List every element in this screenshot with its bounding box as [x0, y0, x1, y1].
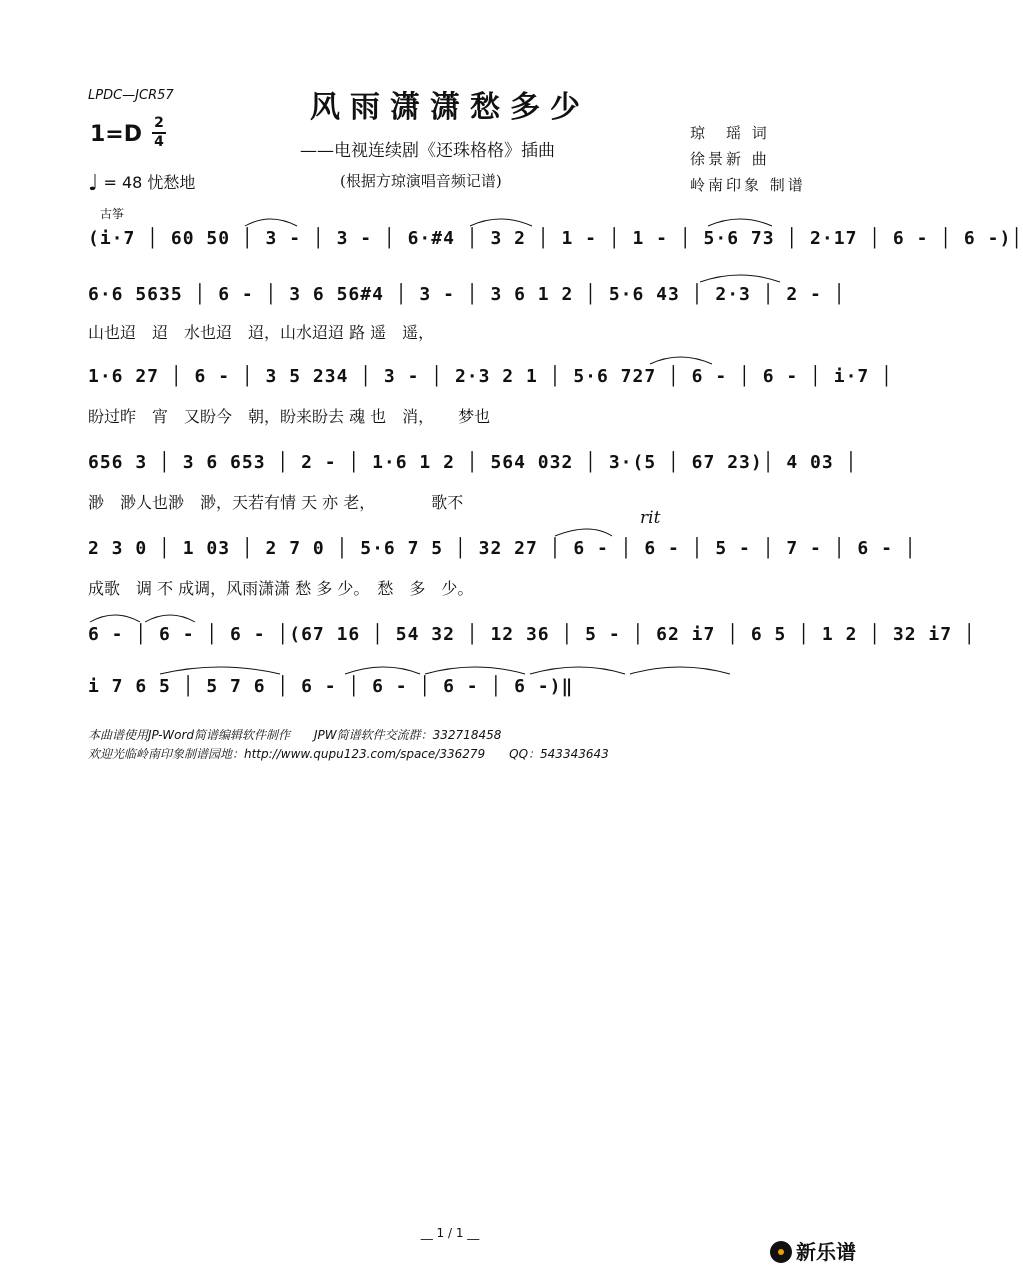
footer-software-note: 本曲谱使用JP-Word简谱编辑软件制作 JPW简谱软件交流群：332718458 [88, 728, 502, 742]
transcriber-credit: 岭南印象 制谱 [690, 176, 806, 194]
song-subtitle: ——电视连续剧《还珠格格》插曲 [300, 141, 555, 161]
meter-bottom: 4 [154, 134, 164, 150]
lyricist-credit: 琼 瑶 词 [690, 124, 770, 142]
slur [470, 219, 532, 226]
score-line-1: (i·7 │ 60 50 │ 3 - │ 3 - │ 6·#4 │ 3 2 │ 1 - │ 1 - │ 5·6 73 │ 2·17 │ 6 - │ 6 -)│ [88, 228, 1023, 249]
site-logo [770, 1236, 856, 1265]
slur [650, 357, 712, 364]
slur [345, 667, 420, 674]
slur [530, 667, 625, 674]
page-number: __ 1 / 1 __ [420, 1226, 480, 1240]
key-signature: 1=D [90, 122, 143, 147]
lyric-line-1: 山也迢 迢 水也迢 迢，山水迢迢 路 遥 遥， [88, 323, 435, 342]
slur [245, 219, 297, 226]
slur [90, 615, 140, 622]
lyric-line-2: 盼过昨 宵 又盼今 朝，盼来盼去 魂 也 消， 梦也 [88, 407, 491, 426]
score-line-2: 6·6 5635 │ 6 - │ 3 6 56#4 │ 3 - │ 3 6 1 2 │ 5·6 43 │ 2·3 │ 2 - │ [88, 284, 846, 305]
transcription-note: (根据方琼演唱音频记谱) [340, 172, 502, 190]
score-line-5: 2 3 0 │ 1 03 │ 2 7 0 │ 5·6 7 5 │ 32 27 │ 6 - │ 6 - │ 5 - │ 7 - │ 6 - │ [88, 538, 917, 559]
instrument-label: 古筝 [100, 207, 125, 221]
score-line-6: 6 - │ 6 - │ 6 - │(67 16 │ 54 32 │ 12 36 │ 5 - │ 62 i7 │ 6 5 │ 1 2 │ 32 i7 │ [88, 624, 976, 645]
slur [425, 667, 525, 674]
vinyl-disc-icon [770, 1241, 792, 1263]
lyric-line-4: 成歌 调 不 成调，风雨潇潇 愁 多 少。 愁 多 少。 [88, 579, 474, 598]
quarter-note-icon: ♩ [88, 171, 99, 196]
logo-text: 新乐谱 [796, 1240, 856, 1264]
meter-top: 2 [154, 115, 164, 131]
tempo-text: = 48 忧愁地 [103, 173, 196, 192]
composer-credit: 徐景新 曲 [690, 150, 770, 168]
footer-website-note: 欢迎光临岭南印象制谱园地：http://www.qupu123.com/space/336279 QQ：543343643 [88, 747, 609, 761]
slur [160, 667, 280, 674]
slur [700, 275, 780, 282]
slur [630, 667, 730, 674]
slur [708, 219, 772, 226]
slur [145, 615, 195, 622]
score-line-3: 1·6 27 │ 6 - │ 3 5 234 │ 3 - │ 2·3 2 1 │ 5·6 727 │ 6 - │ 6 - │ i·7 │ [88, 366, 893, 387]
song-title: 风雨潇潇愁多少 [310, 90, 590, 125]
slur [555, 529, 612, 536]
score-line-4: 656 3 │ 3 6 653 │ 2 - │ 1·6 1 2 │ 564 032 │ 3·(5 │ 67 23)│ 4 03 │ [88, 452, 858, 473]
lyric-line-3: 渺 渺人也渺 渺，天若有情 天 亦 老， 歌不 [88, 493, 464, 512]
score-line-7: i 7 6 5 │ 5 7 6 │ 6 - │ 6 - │ 6 - │ 6 -)‖ [88, 676, 574, 697]
score-code: LPDC—JCR57 [88, 88, 174, 103]
ritardando-marking: rit [640, 508, 661, 528]
